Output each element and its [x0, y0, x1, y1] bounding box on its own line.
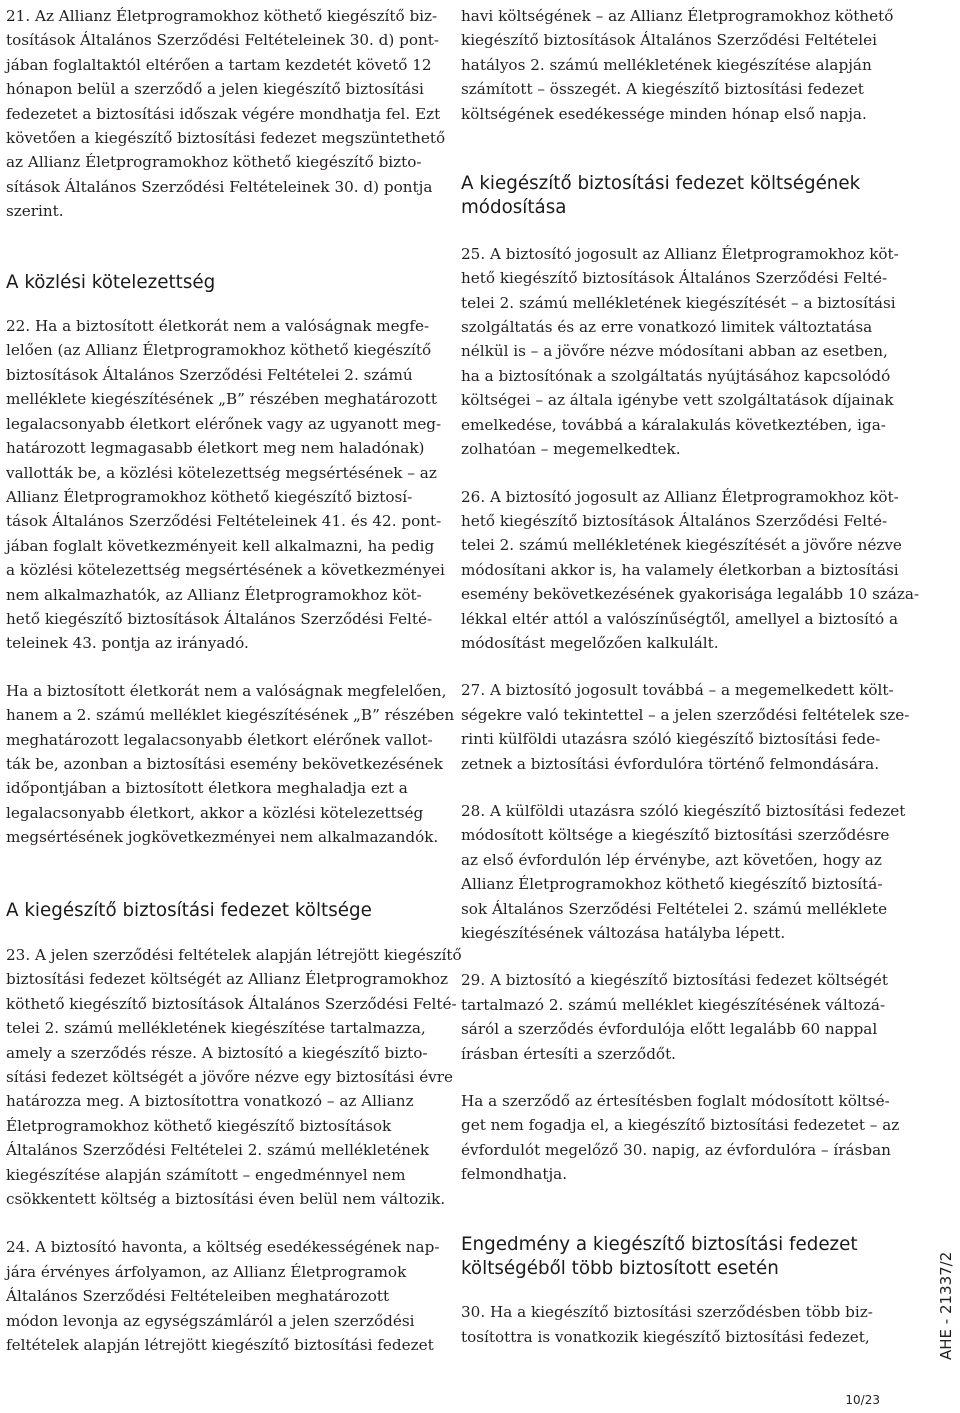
text-line: időpontjában a biztosított életkora meghaladja ezt a: [6, 779, 408, 798]
text-line: módosított költsége a kiegészítő biztosítási szerződésre: [461, 826, 890, 845]
text-line: költségének esedékessége minden hónap első napja.: [461, 104, 867, 123]
paragraph-25: [461, 242, 899, 462]
text-line: havi költségének – az Allianz Életprogramokhoz köthető: [461, 7, 894, 25]
document-code: AHE - 21337/2: [937, 1251, 955, 1360]
text-line: tások Általános Szerződési Feltételeinek 41. és 42. pont-: [6, 512, 442, 531]
text-line: sítási fedezet költségét a jövőre nézve egy biztosítási évre: [6, 1068, 454, 1087]
text-line: melléklete kiegészítésének „B” részében meghatározott: [6, 390, 437, 409]
text-line: rinti külföldi utazásra szóló kiegészítő biztosítási fede-: [461, 730, 881, 749]
text-line: nélkül is – a jövőre nézve módosítani abban az esetben,: [461, 342, 888, 361]
text-line: határozott legmagasabb életkort meg nem haladónak): [6, 439, 425, 458]
text-line: csökkentett költség a biztosítási éven belül nem változik.: [6, 1190, 446, 1209]
text-line: teleinek 43. pontja az irányadó.: [6, 634, 249, 653]
text-line: hető kiegészítő biztosítások Általános Szerződési Felté-: [6, 609, 433, 628]
text-line: 22. Ha a biztosított életkorát nem a valóságnak megfe-: [6, 317, 430, 336]
text-line: köthető kiegészítő biztosítások Általános Szerződési Felté-: [6, 994, 457, 1013]
text-line: követően a kiegészítő biztosítási fedezet megszüntethető: [6, 129, 446, 148]
text-line: legalacsonyabb életkort elérőnek vagy az ugyanott meg-: [6, 414, 442, 433]
text-line: lelően (az Allianz Életprogramokhoz köthető kiegészítő: [6, 341, 432, 360]
text-line: szerint.: [6, 202, 64, 221]
text-line: hónapon belül a szerződő a jelen kiegészítő biztosítási: [6, 80, 424, 99]
paragraph-23: [6, 943, 462, 1211]
text-line: sáról a szerződés évfordulója előtt legalább 60 nappal: [461, 1020, 878, 1039]
text-line: tosítottra is vonatkozik kiegészítő biztosítási fedezet,: [461, 1327, 870, 1346]
right-column: [461, 0, 920, 1349]
text-line: számított – összegét. A kiegészítő biztosítási fedezet: [461, 80, 864, 99]
heading-koltseg-modositasa: [461, 172, 879, 221]
text-line: hető kiegészítő biztosítások Általános Szerződési Felté-: [461, 269, 888, 288]
text-line: költségei – az általa igénybe vett szolgáltatások díjainak: [461, 391, 894, 410]
text-line: a közlési kötelezettség megsértésének a következményei: [6, 561, 445, 580]
text-line: jában foglalt következményeit kell alkalmazni, ha pedig: [6, 536, 435, 555]
text-line: sítások Általános Szerződési Feltételeinek 30. d) pontja: [6, 177, 433, 196]
text-line: Engedmény a kiegészítő biztosítási fedezet: [461, 1233, 858, 1255]
text-line: zetnek a biztosítási évfordulóra történő felmondására.: [461, 754, 880, 773]
heading-fedezet-koltsege: A kiegészítő biztosítási fedezet költsége: [6, 899, 372, 921]
text-line: Ha a biztosított életkorát nem a valóságnak megfelelően,: [6, 681, 447, 700]
text-line: biztosítási fedezet költségét az Allianz Életprogramokhoz: [6, 970, 449, 989]
heading-engedmeny: [461, 1233, 879, 1282]
text-line: vallották be, a közlési kötelezettség megsértésének – az: [6, 463, 437, 482]
text-line: telei 2. számú mellékletének kiegészítése tartalmazza,: [6, 1019, 426, 1038]
text-line: zolhatóan – megemelkedtek.: [461, 440, 681, 459]
text-line: sok Általános Szerződési Feltételei 2. számú melléklete: [461, 899, 888, 918]
text-line: költségéből több biztosított esetén: [461, 1258, 779, 1280]
paragraph-29: [461, 968, 888, 1066]
text-line: kiegészítése alapján számított – engedménnyel nem: [6, 1165, 406, 1184]
text-line: telei 2. számú mellékletének kiegészítését – a biztosítási: [461, 293, 896, 312]
paragraph-24-continued: [461, 4, 894, 126]
text-line: 24. A biztosító havonta, a költség esedékességének nap-: [6, 1238, 440, 1257]
text-line: hető kiegészítő biztosítások Általános Szerződési Felté-: [461, 511, 888, 530]
text-line: Életprogramokhoz köthető kiegészítő biztosítások: [6, 1116, 392, 1135]
paragraph-29-continued: [461, 1089, 900, 1187]
left-column: [6, 0, 462, 1358]
text-line: get nem fogadja el, a kiegészítő biztosítási fedezetet – az: [461, 1116, 900, 1135]
paragraph-26: [461, 485, 920, 656]
text-line: 30. Ha a kiegészítő biztosítási szerződésben több biz-: [461, 1303, 873, 1322]
text-line: Allianz Életprogramokhoz köthető kiegészítő biztosítá-: [461, 875, 883, 894]
paragraph-27: [461, 678, 910, 776]
text-line: feltételek alapján létrejött kiegészítő biztosítási fedezet: [6, 1336, 434, 1355]
text-line: megsértésének jogkövetkezményei nem alkalmazandók.: [6, 828, 439, 847]
text-line: ták be, azonban a biztosítási esemény bekövetkezésének: [6, 754, 443, 773]
text-line: kiegészítő biztosítások Általános Szerződési Feltételei: [461, 31, 877, 50]
text-line: 21. Az Allianz Életprogramokhoz köthető kiegészítő biz-: [6, 7, 438, 25]
text-line: írásban értesíti a szerződőt.: [461, 1044, 676, 1063]
paragraph-22-continued: [6, 679, 455, 850]
paragraph-24: [6, 1235, 440, 1357]
text-line: 25. A biztosító jogosult az Allianz Életprogramokhoz köt-: [461, 244, 899, 263]
text-line: 29. A biztosító a kiegészítő biztosítási fedezet költségét: [461, 971, 888, 990]
text-line: jára érvényes árfolyamon, az Allianz Életprogramok: [6, 1262, 407, 1281]
text-line: esemény bekövetkezésének gyakorisága legalább 10 száza-: [461, 585, 920, 604]
text-line: jában foglaltaktól eltérően a tartam kezdetét követő 12: [6, 55, 432, 74]
text-line: az első évfordulón lép érvénybe, azt követően, hogy az: [461, 850, 882, 869]
text-line: Allianz Életprogramokhoz köthető kiegészítő biztosí-: [6, 487, 413, 506]
text-line: szolgáltatás és az erre vonatkozó limitek változtatása: [461, 318, 873, 337]
text-line: telei 2. számú mellékletének kiegészítését a jövőre nézve: [461, 536, 902, 555]
text-line: hanem a 2. számú melléklet kiegészítésének „B” részében: [6, 706, 455, 725]
paragraph-28: [461, 799, 906, 945]
text-line: ha a biztosítónak a szolgáltatás nyújtásához kapcsolódó: [461, 366, 891, 385]
text-line: Általános Szerződési Feltételei 2. számú mellékletének: [6, 1141, 430, 1160]
text-line: emelkedése, továbbá a káralakulás következtében, iga-: [461, 415, 886, 434]
page-number: 10/23: [845, 1393, 880, 1407]
text-line: lékkal eltér attól a valószínűségtől, amellyel a biztosító a: [461, 609, 899, 628]
heading-kozlesi-kotelezettseg: A közlési kötelezettség: [6, 271, 216, 293]
text-line: módosítani akkor is, ha valamely életkorban a biztosítási: [461, 560, 899, 579]
text-line: 27. A biztosító jogosult továbbá – a megemelkedett költ-: [461, 681, 894, 700]
text-line: 23. A jelen szerződési feltételek alapján létrejött kiegészítő: [6, 946, 462, 964]
text-line: A kiegészítő biztosítási fedezet költségének: [461, 173, 861, 195]
text-line: az Allianz Életprogramokhoz köthető kiegészítő bizto-: [6, 153, 422, 172]
text-line: ségekre való tekintettel – a jelen szerződési feltételek sze-: [461, 705, 910, 724]
text-line: tosítások Általános Szerződési Feltételeinek 30. d) pont-: [6, 31, 440, 50]
text-line: fedezetet a biztosítási időszak végére mondhatja fel. Ezt: [6, 104, 441, 123]
text-line: Általános Szerződési Feltételeiben meghatározott: [6, 1287, 390, 1306]
text-line: 26. A biztosító jogosult az Allianz Életprogramokhoz köt-: [461, 487, 899, 506]
text-line: évfordulót megelőző 30. napig, az évfordulóra – írásban: [461, 1140, 891, 1159]
text-line: kiegészítésének változása hatályba lépett.: [461, 924, 786, 942]
text-line: 28. A külföldi utazásra szóló kiegészítő biztosítási fedezet: [461, 801, 906, 820]
paragraph-30: [461, 1300, 879, 1349]
text-line: meghatározott legalacsonyabb életkort elérőnek vallot-: [6, 730, 433, 749]
text-line: módon levonja az egységszámláról a jelen szerződési: [6, 1311, 415, 1330]
text-line: nem alkalmazhatók, az Allianz Életprogramokhoz köt-: [6, 585, 422, 604]
text-line: biztosítások Általános Szerződési Feltételei 2. számú: [6, 365, 413, 384]
text-line: módosítást megelőzően kalkulált.: [461, 633, 719, 652]
text-line: határozza meg. A biztosítottra vonatkozó – az Allianz: [6, 1092, 414, 1111]
text-line: Ha a szerződő az értesítésben foglalt módosított költsé-: [461, 1092, 890, 1111]
text-line: hatályos 2. számú mellékletének kiegészítése alapján: [461, 55, 872, 74]
text-line: legalacsonyabb életkort, akkor a közlési kötelezettség: [6, 803, 424, 822]
text-line: amely a szerződés része. A biztosító a kiegészítő bizto-: [6, 1043, 428, 1062]
text-line: felmondhatja.: [461, 1165, 568, 1184]
paragraph-22: [6, 314, 445, 656]
text-line: tartalmazó 2. számú melléklet kiegészítésének változá-: [461, 995, 886, 1014]
paragraph-21: [6, 4, 446, 224]
text-line: módosítása: [461, 197, 567, 219]
